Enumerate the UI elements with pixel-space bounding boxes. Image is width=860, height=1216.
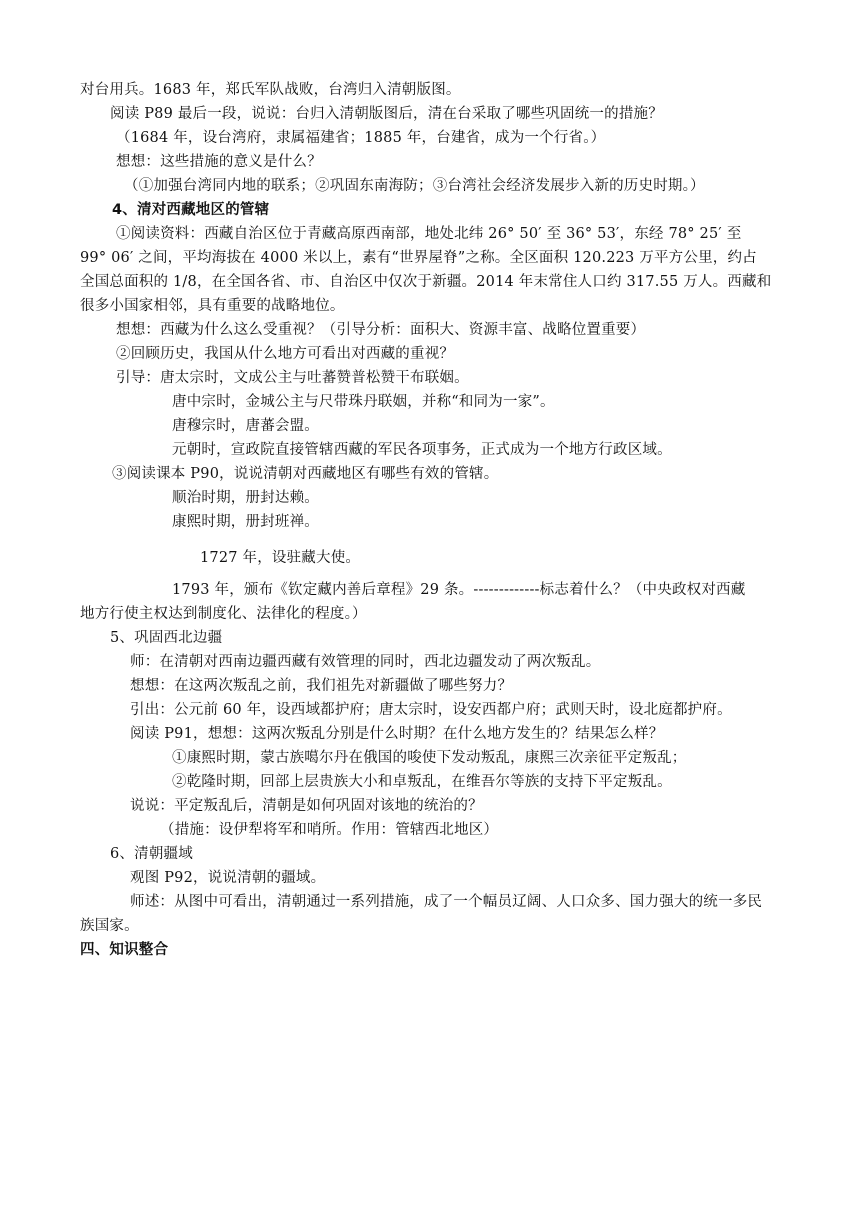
- text-line: （1684 年，设台湾府，隶属福建省；1885 年，台建省，成为一个行省。）: [116, 130, 606, 146]
- text-line: ②乾隆时期，回部上层贵族大小和卓叛乱，在维吾尔等族的支持下平定叛乱。: [172, 774, 672, 790]
- text-line: 阅读 P89 最后一段，说说：台归入清朝版图后，清在台采取了哪些巩固统一的措施？: [110, 106, 663, 122]
- text-line: 对台用兵。1683 年，郑氏军队战败，台湾归入清朝版图。: [80, 82, 461, 98]
- text-line: 顺治时期，册封达赖。: [172, 490, 319, 506]
- text-line: （措施：设伊犁将军和哨所。作用：管辖西北地区）: [160, 822, 499, 838]
- text-line: 师述：从图中可看出，清朝通过一系列措施，成了一个幅员辽阔、人口众多、国力强大的统一多民: [130, 894, 763, 910]
- text-line: 引导：唐太宗时，文成公主与吐蕃赞普松赞干布联姻。: [116, 370, 469, 386]
- text-line: 元朝时，宣政院直接管辖西藏的军民各项事务，正式成为一个地方行政区域。: [172, 442, 672, 458]
- text-line: 唐穆宗时，唐蕃会盟。: [172, 418, 319, 434]
- text-line: 说说：平定叛乱后，清朝是如何巩固对该地的统治的？: [130, 798, 483, 814]
- section-heading: 4、清对西藏地区的管辖: [112, 202, 270, 218]
- text-line: 康熙时期，册封班禅。: [172, 514, 319, 530]
- text-line: 很多小国家相邻，具有重要的战略地位。: [80, 298, 345, 314]
- text-line: （①加强台湾同内地的联系；②巩固东南海防；③台湾社会经济发展步入新的历史时期。）: [124, 178, 705, 194]
- section-heading: 5、巩固西北边疆: [110, 630, 223, 646]
- text-line: 想想：在这两次叛乱之前，我们祖先对新疆做了哪些努力？: [130, 678, 513, 694]
- text-line: 族国家。: [80, 918, 139, 934]
- text-line: 全国总面积的 1/8，在全国各省、市、自治区中仅次于新疆。2014 年末常住人口约 317.55 万人。西藏和: [80, 274, 772, 290]
- text-line: ①阅读资料：西藏自治区位于青藏高原西南部，地处北纬 26° 50′ 至 36° 53′，东经 78° 25′ 至: [116, 226, 742, 242]
- text-line: ②回顾历史，我国从什么地方可看出对西藏的重视？: [116, 346, 455, 362]
- text-line: 唐中宗时，金城公主与尺带珠丹联姻，并称“和同为一家”。: [172, 394, 555, 410]
- text-line: 1793 年，颁布《钦定藏内善后章程》29 条。-------------标志着什么？（中央政权对西藏: [172, 582, 746, 598]
- text-line: 阅读 P91，想想：这两次叛乱分别是什么时期？在什么地方发生的？结果怎么样？: [130, 726, 664, 742]
- text-line: 观图 P92，说说清朝的疆域。: [130, 870, 326, 886]
- text-line: 99° 06′ 之间，平均海拔在 4000 米以上，素有“世界屋脊”之称。全区面积 120.223 万平方公里，约占: [80, 250, 757, 266]
- text-line: 1727 年，设驻藏大使。: [200, 550, 361, 566]
- text-line: 地方行使主权达到制度化、法律化的程度。）: [80, 606, 367, 622]
- text-line: 想想：西藏为什么这么受重视？（引导分析：面积大、资源丰富、战略位置重要）: [116, 322, 646, 338]
- text-line: 想想：这些措施的意义是什么？: [116, 154, 322, 170]
- text-line: 引出：公元前 60 年，设西域都护府；唐太宗时，设安西都户府；武则天时，设北庭都护府。: [130, 702, 732, 718]
- section-heading: 6、清朝疆域: [110, 846, 193, 862]
- text-line: ③阅读课本 P90，说说清朝对西藏地区有哪些有效的管辖。: [112, 466, 499, 482]
- section-heading: 四、知识整合: [80, 942, 169, 958]
- text-line: 师：在清朝对西南边疆西藏有效管理的同时，西北边疆发动了两次叛乱。: [130, 654, 601, 670]
- text-line: ①康熙时期，蒙古族噶尔丹在俄国的唆使下发动叛乱，康熙三次亲征平定叛乱；: [172, 750, 687, 766]
